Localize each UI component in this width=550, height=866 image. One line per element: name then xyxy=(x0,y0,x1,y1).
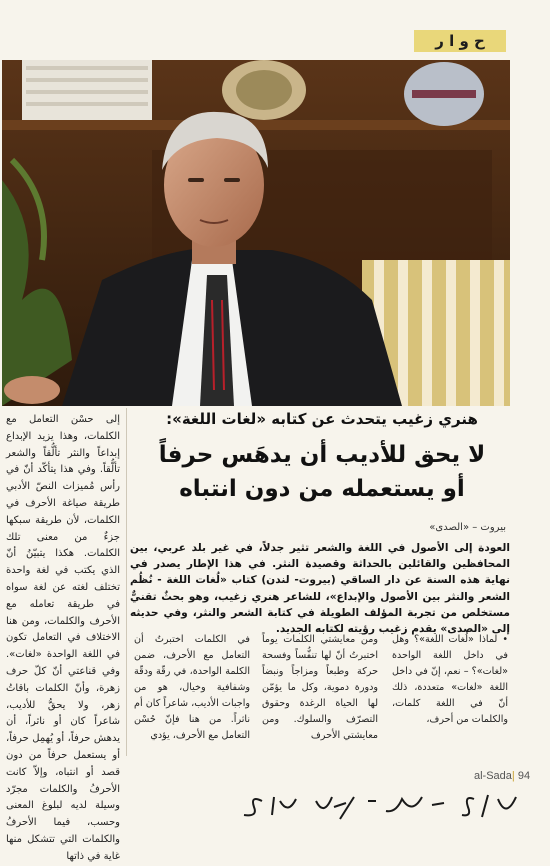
section-tag: ح و ا ر xyxy=(414,30,506,52)
headline-line-2: أو يستعمله من دون انتباه xyxy=(179,476,465,502)
side-column-text: إلى حسْن التعامل مع الكلمات، وهذا يزيد الإبداع إبداعاً والنثر تألُّقاً والشعر تألُّقاً. وفي هذا يتأكّد أنّ في رأس مُميزات النصّ الأدبي طريقة صياغة الأحرف في الكلمات، لأن طريقة سبكها جزءٌ من معنى تلك الكلمات. هكذا يتبيّنُ أنّ الذي يكتب في لغة واحدة تختلف لغته عن لغة سواه في طريقة تعامله مع الأحرف والكلمات، ومن هنا الاختلاف في التعامل تكون في اللغة الواحدة «لغات». وفي قناعتي أنّ كلّ حرف زهرة، وأنّ الكلمات باقاتُ زهر، ولا يحقُّ للأديب، شاعراً كان أو ناثراً، أن يدهش حرفاً، أو يُهمِل حرفاً، أو يستعمل حرفاً من دون قصد أو انتباه، وإلاّ كانت الأحرفُ والكلمات مجرّد وسيلة لديه لبلوغ المعنى وحسب، فيما الأحرفُ والكلمات التي تتشكل منها غاية في ذاتها xyxy=(6,414,120,862)
body-column-3: في الكلمات اختبرتُ أن التعامل مع الأحرف، ضمن الكلمة الواحدة، في رقّة ودقّة وشفافية وخيال، هو من واجبات الأديب، شاعراً كان أم ناثراً. من هنا فإنّ حُسْن التعامل مع الأحرف، يؤدي xyxy=(134,634,250,741)
publication-name: al-Sada xyxy=(474,770,512,782)
article-kicker: هنري زغيب يتحدث عن كتابه «لغات اللغة»: xyxy=(166,410,478,428)
column-divider xyxy=(126,408,127,756)
portrait-illustration xyxy=(2,60,510,406)
article-headline xyxy=(136,438,508,506)
page-folio xyxy=(474,770,530,782)
interview-photo xyxy=(2,60,510,406)
page-number: 94 xyxy=(517,770,531,782)
headline-line-1: لا يحق للأديب أن يدهَس حرفاً xyxy=(158,442,486,468)
dateline: بيروت – «الصدى» xyxy=(429,522,506,533)
article-lead: العودة إلى الأصول في اللغة والشعر تثير جدلاً، في غير بلد عربي، بين المحافظين والقائلين بالحداثة وقصيدة النثر. في هذا الإطار يصدر في نهاية هذه السنة عن دار الساقي (بيروت- لندن) كتاب «لُغات اللغة - نُظُم الشعر والنثر بين الأصول والإبداع»، للشاعر هنري زغيب، وهو بحثٌ تقنيٌّ مستخلص من تجربة المؤلف الطويلة في كتابة الشعر والنثر، وفي حديثه إلى «الصدى» يقدم زغيب رؤيته لكتابه الجديد. xyxy=(130,542,510,636)
handwritten-note xyxy=(236,789,526,823)
folio-separator: | xyxy=(511,770,515,782)
body-column-1: • لماذا «لُغات اللغة»؟ وهل في داخل اللغة الواحدة «لغات»؟ – نعم، إنّ في داخل اللغة «لغات» متعددة، ذلك أنّ في اللغة كلمات، والكلمات من أحرف، xyxy=(392,634,508,725)
body-column-2: ومن معايشتي الكلمات يوماً اختبرتُ أنّ لها تنفُّساً وفسحة حركة وطبعاً ومزاجاً ونبضاً ودورة دموية، وكل ما يؤمّن لها الحياة الرغدة وحقوق التصرّف والسلوك. ومن معايشتي الأحرف xyxy=(262,634,378,741)
handwritten-date-drawing xyxy=(236,789,526,823)
